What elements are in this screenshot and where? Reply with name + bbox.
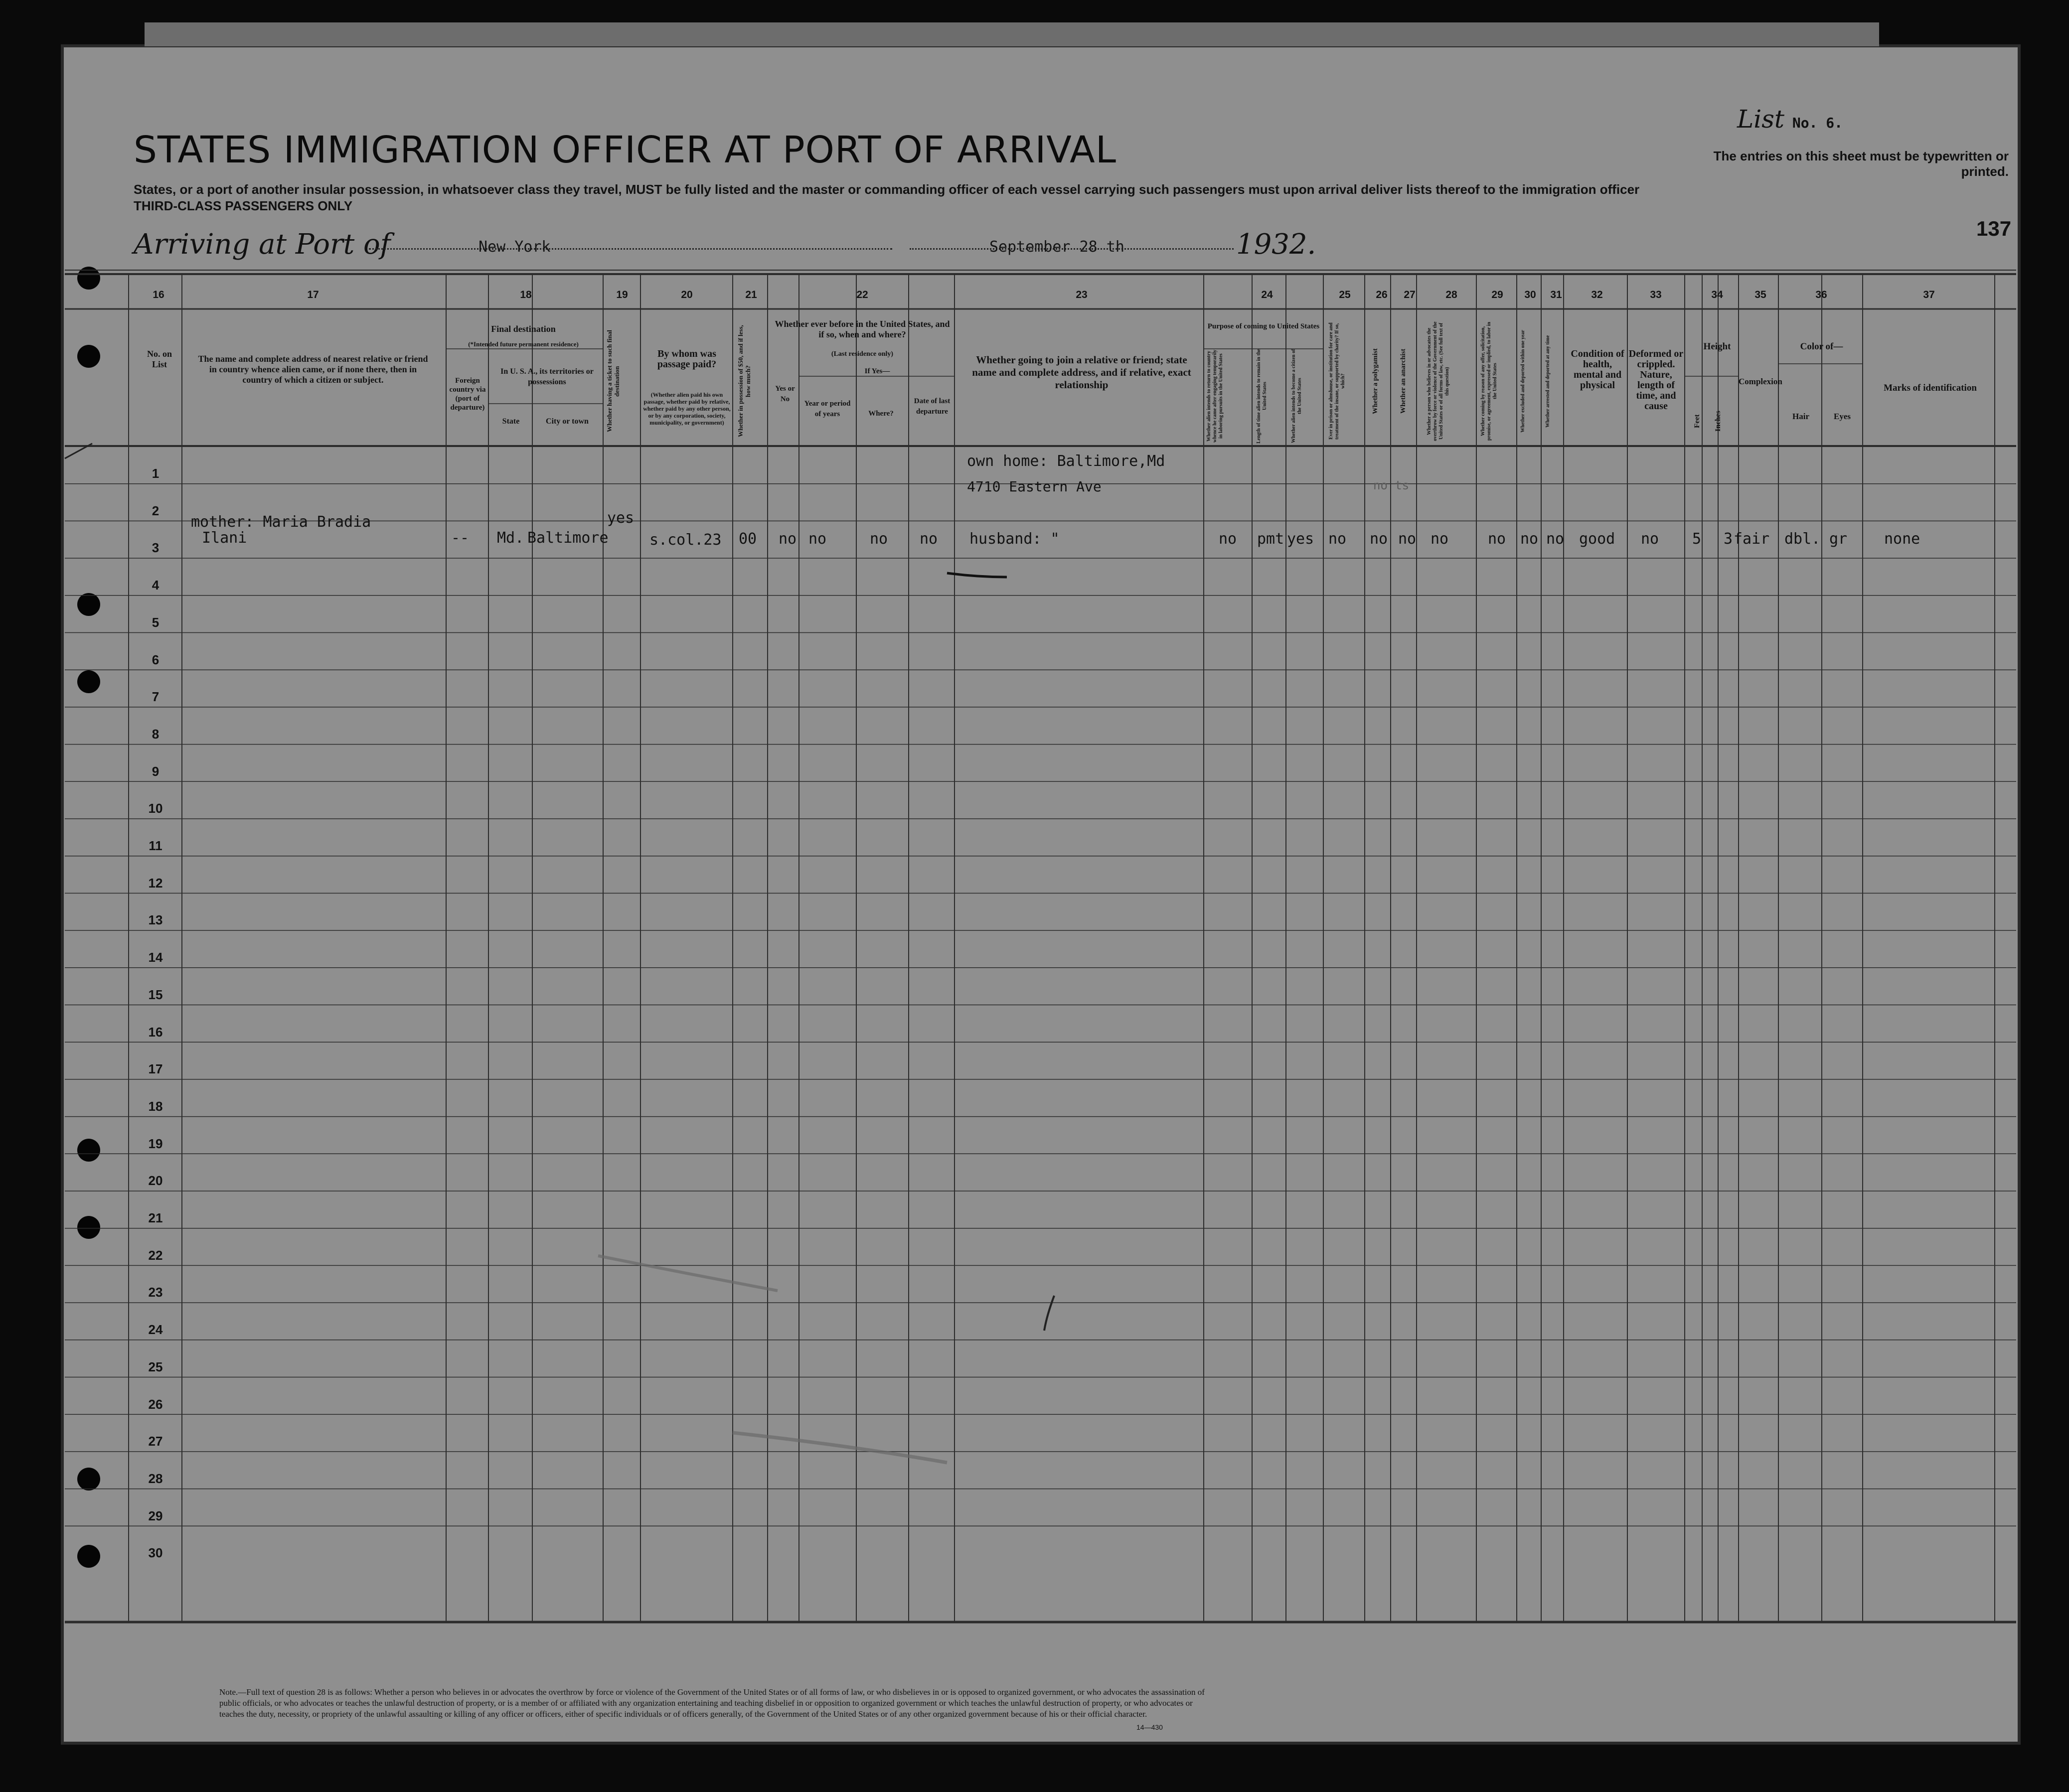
row-number: 12 <box>148 875 163 891</box>
header-in-usa: In U. S. A., its territories or possessions <box>500 367 594 386</box>
row2-ticket: yes <box>607 509 635 527</box>
col-16-number: 16 <box>153 289 164 300</box>
row-number: 27 <box>148 1434 163 1449</box>
row2-ever-before: no <box>779 530 797 548</box>
row-number: 2 <box>152 503 159 518</box>
row-number: 21 <box>148 1210 163 1225</box>
header-color-of: Color of— <box>1800 341 1843 352</box>
form-title: STATES IMMIGRATION OFFICER AT PORT OF ARRIVAL <box>134 129 1117 171</box>
sheet-number: 137 <box>1976 217 2012 240</box>
list-number-value: No. 6. <box>1792 115 1843 131</box>
row2-joining-relative: husband: " <box>969 530 1060 548</box>
row-number: 11 <box>149 838 162 853</box>
year-value: 1932. <box>1236 228 1316 261</box>
header-passage-paid-note: (Whether alien paid his own passage, whether paid by relative, whether paid by any other person, or by any corporation, society, municipality, or government) <box>643 391 731 426</box>
header-inches: Inches <box>1714 411 1722 432</box>
row-number: 22 <box>148 1247 163 1263</box>
col-26-number: 26 <box>1376 289 1388 300</box>
row-number: 7 <box>152 689 159 705</box>
col-29-number: 29 <box>1491 289 1503 300</box>
header-offer-labor: Whether coming by reason of any offer, solicitation, promise, or agreement, expressed or implied, to labor in the United States <box>1480 321 1498 441</box>
header-if-yes: If Yes— <box>864 367 890 375</box>
col-31-number: 31 <box>1550 289 1562 300</box>
header-passage-paid: By whom was passage paid? <box>657 348 717 370</box>
pencil-tick <box>65 444 92 458</box>
row2-state: Md. <box>497 529 524 547</box>
col-30-number: 30 <box>1524 289 1536 300</box>
pencil-smudge <box>598 1256 778 1291</box>
row2-offer-labor: no <box>1488 530 1506 548</box>
header-deformed: Deformed or crippled. Nature, length of time, and cause <box>1628 348 1684 412</box>
row2-arrested: no <box>1546 530 1565 548</box>
row2-purpose-return: no <box>1219 530 1237 548</box>
row-number: 15 <box>148 987 163 1002</box>
row-number: 13 <box>148 912 163 928</box>
row2-money: 00 <box>739 530 757 548</box>
row2-overthrow: no <box>1431 530 1449 548</box>
row-number: 8 <box>152 726 159 742</box>
col-34-number: 34 <box>1711 289 1723 300</box>
row1-joining-address-line1: own home: Baltimore,Md <box>967 452 1165 470</box>
row2-purpose-length: pmt <box>1257 530 1284 548</box>
col-37-number: 37 <box>1923 289 1935 300</box>
row-number: 24 <box>148 1322 163 1338</box>
row2-date-departure: no <box>920 530 938 548</box>
row-number: 6 <box>152 652 159 667</box>
header-date-departure: Date of last departure <box>914 397 951 416</box>
header-fifty-dollars: Whether in possession of $50, and if less, how much? <box>737 325 752 438</box>
col-36-number: 36 <box>1815 289 1827 300</box>
row-number: 16 <box>148 1024 163 1040</box>
row-number: 30 <box>148 1545 163 1561</box>
col-32-number: 32 <box>1591 289 1603 300</box>
col-21-number: 21 <box>745 289 757 300</box>
row2-polygamist: no <box>1370 530 1388 548</box>
header-ever-before-us: Whether ever before in the United States, and if so, when and where? <box>775 319 950 339</box>
row-number: 4 <box>152 578 159 593</box>
row2-passage-paid: s.col.23 <box>649 531 722 549</box>
col-18-number: 18 <box>520 289 532 300</box>
row2-height-inches: 3 <box>1724 530 1733 548</box>
col-33-number: 33 <box>1650 289 1662 300</box>
header-nearest-relative: The name and complete address of nearest relative or friend in country whence alien came, or if none there, then in country of which a citizen or subject. <box>198 354 428 385</box>
row2-health: good <box>1579 530 1615 548</box>
row2-year-period: no <box>808 530 827 548</box>
row2-relative-line2: Ilani <box>202 529 247 547</box>
header-purpose-citizen: Whether alien intends to become a citizen of the United States <box>1291 349 1302 444</box>
row-number: 20 <box>148 1173 163 1189</box>
header-purpose-return: Whether alien intends to return to country whence he came after engaging temporarily in laboring pursuits in the United States <box>1206 349 1224 443</box>
header-final-destination-note: (*Intended future permanent residence) <box>468 340 579 348</box>
header-overthrow: Whether a person who believes in or advocates the overthrow by force or violence of the Government of the United States or of all forms of law, etc. (See full text of this question) <box>1427 321 1450 441</box>
col-19-number: 19 <box>616 289 628 300</box>
row-number: 14 <box>148 950 163 965</box>
row-number: 18 <box>148 1098 163 1114</box>
port-value: New York <box>478 238 551 256</box>
row2-foreign-country: -- <box>451 529 470 547</box>
col-35-number: 35 <box>1754 289 1766 300</box>
col-20-number: 20 <box>681 289 693 300</box>
row-number: 25 <box>148 1359 163 1374</box>
row2-city: Baltimore <box>527 529 609 547</box>
header-where: Where? <box>868 410 894 418</box>
row-number: 10 <box>148 801 163 816</box>
col-27-number: 27 <box>1404 289 1416 300</box>
row2-relative-line1: mother: Maria Bradia <box>191 513 371 531</box>
arriving-label: Arriving at Port of <box>134 228 391 261</box>
row-number: 5 <box>152 614 159 630</box>
row2-deformed: no <box>1641 530 1659 548</box>
row-number: 9 <box>152 763 159 779</box>
header-prison: Ever in prison or almshouse, or institution for care and treatment of the insane, or supported by charity? If so, which? <box>1328 322 1346 440</box>
col-23-number: 23 <box>1076 289 1088 300</box>
row1-joining-address-line2: 4710 Eastern Ave <box>967 478 1102 495</box>
header-foreign-country: Foreign country via (port of departure) <box>449 377 486 412</box>
row2-purpose-citizen: yes <box>1287 530 1314 548</box>
row2-marks: none <box>1884 530 1920 548</box>
row2-prison: no <box>1328 530 1347 548</box>
header-excluded: Whether excluded and deported within one year <box>1520 330 1526 433</box>
col-25-number: 25 <box>1339 289 1351 300</box>
header-city: City or town <box>546 417 589 426</box>
col-28-number: 28 <box>1445 289 1457 300</box>
header-yes-or-no: Yes or No <box>775 385 795 403</box>
header-hair: Hair <box>1792 412 1809 421</box>
header-ticket: Whether having a ticket to such final destination <box>606 330 621 433</box>
pencil-tick <box>1044 1296 1054 1331</box>
row-number: 26 <box>148 1396 163 1412</box>
header-height: Height <box>1703 341 1731 352</box>
header-polygamist: Whether a polygamist <box>1372 348 1379 414</box>
header-state: State <box>502 417 520 426</box>
header-complexion: Complexion <box>1739 377 1782 386</box>
header-arrested: Whether arrested and deported at any time <box>1545 335 1551 428</box>
date-value: September 28 th <box>989 238 1124 256</box>
row2-hair: dbl. <box>1784 530 1821 548</box>
instructions-line: States, or a port of another insular possession, in whatsoever class they travel, MUST be fully listed and the master or commanding officer of each vessel carrying such passengers must upon arrival deliver lists thereof to the immigration officer <box>134 182 1640 197</box>
third-class-line: THIRD-CLASS PASSENGERS ONLY <box>134 198 353 213</box>
header-year-period: Year or period of years <box>804 400 851 418</box>
form-number: 14—430 <box>1136 1723 1163 1731</box>
header-health: Condition of health, mental and physical <box>1571 348 1624 391</box>
row2-where: no <box>870 530 888 548</box>
header-joining-relative: Whether going to join a relative or friend; state name and complete address, and if relative, exact relationship <box>972 354 1191 391</box>
entries-note: The entries on this sheet must be typewritten or printed. <box>1713 149 2009 179</box>
header-anarchist: Whether an anarchist <box>1400 348 1407 414</box>
row-number: 29 <box>148 1508 163 1523</box>
row-number: 19 <box>148 1136 163 1151</box>
row2-height-feet: 5 <box>1692 530 1702 548</box>
row2-eyes: gr <box>1829 530 1848 548</box>
row1-faint-mark: no ts <box>1373 478 1410 492</box>
footnote-question-28: Note.—Full text of question 28 is as follows: Whether a person who believes in or advocates the overthrow by force or violence of the Government of the United States or of all forms of law, or who disbelieves in or is opposed to organized government, or who advocates the assassination of public officials, or who advocates or teaches the unlawful destruction of property, or is a member of or affiliated with any organization entertaining and teaching disbelief in or opposition to organized government or which teaches the unlawful destruction of property, or who advocates or teaches the duty, necessity, or propriety of the unlawful assaulting or killing of any officer or officers, either of specific individuals or of officers generally, of the Government of the United States or of any other organized government because of his or their official character. <box>219 1687 1205 1719</box>
list-label: List <box>1737 105 1784 134</box>
row-number: 3 <box>152 540 159 556</box>
row-number: 1 <box>152 466 159 481</box>
row2-anarchist: no <box>1398 530 1417 548</box>
row-number: 17 <box>148 1061 163 1077</box>
header-last-residence: (Last residence only) <box>831 350 894 358</box>
row2-excluded: no <box>1520 530 1539 548</box>
col-17-number: 17 <box>307 289 319 300</box>
row-number: 23 <box>148 1285 163 1300</box>
header-marks: Marks of identification <box>1884 383 1977 393</box>
col-22-number: 22 <box>856 289 868 300</box>
row-number: 28 <box>148 1471 163 1486</box>
col-24-number: 24 <box>1261 289 1273 300</box>
header-feet: Feet <box>1693 414 1701 428</box>
header-purpose: Purpose of coming to United States <box>1207 322 1320 330</box>
header-eyes: Eyes <box>1834 412 1851 421</box>
header-purpose-length: Length of time alien intends to remain in the United States <box>1256 349 1268 444</box>
header-no-on-list: No. on List <box>147 349 172 369</box>
row2-complexion: fair <box>1734 530 1770 548</box>
pencil-underline <box>947 573 1007 577</box>
header-final-destination: Final destination <box>491 324 556 334</box>
pencil-smudge <box>733 1433 947 1463</box>
